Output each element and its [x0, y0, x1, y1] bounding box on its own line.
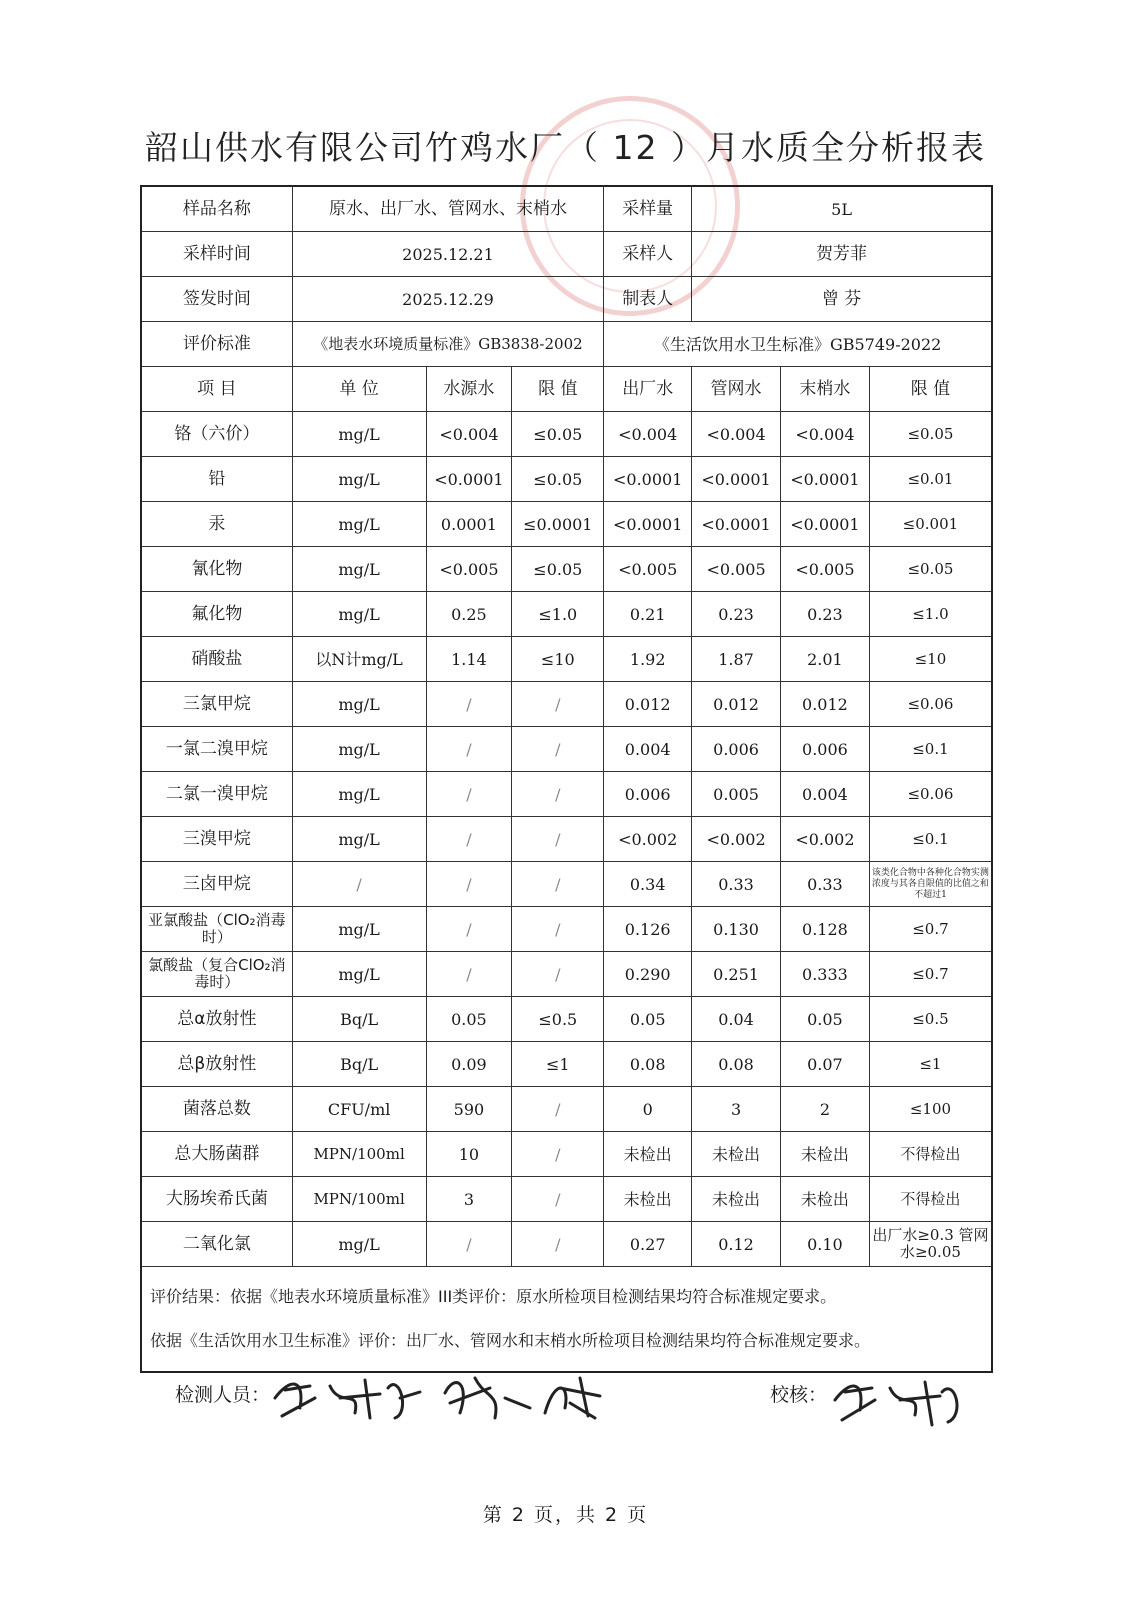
table-cell: ≤0.7 — [869, 907, 992, 952]
sample-time-label: 采样时间 — [141, 232, 292, 277]
table-row — [141, 412, 992, 457]
table-cell: <0.0001 — [426, 457, 512, 502]
table-cell: mg/L — [292, 457, 426, 502]
table-cell: 0.012 — [692, 682, 781, 727]
table-cell: ≤0.5 — [512, 997, 604, 1042]
table-cell: 0.130 — [692, 907, 781, 952]
table-cell: 0.333 — [780, 952, 869, 997]
conclusion-line-2: 依据《生活饮用水卫生标准》评价：出厂水、管网水和末梢水所检项目检测结果均符合标准规定要求。 — [150, 1331, 871, 1350]
column-header: 限 值 — [512, 367, 604, 412]
table-cell: <0.002 — [604, 817, 692, 862]
table-row — [141, 862, 992, 907]
table-cell: 0.09 — [426, 1042, 512, 1087]
table-cell: 0.08 — [604, 1042, 692, 1087]
sampler-value: 贺芳菲 — [692, 232, 992, 277]
table-cell: 0.07 — [780, 1042, 869, 1087]
table-cell: 1.92 — [604, 637, 692, 682]
water-quality-table — [140, 185, 993, 1373]
item-name: 总大肠菌群 — [141, 1132, 292, 1177]
table-cell: / — [512, 817, 604, 862]
column-header: 水源水 — [426, 367, 512, 412]
table-cell: / — [512, 907, 604, 952]
table-cell: <0.005 — [604, 547, 692, 592]
table-cell: 出厂水≥0.3 管网水≥0.05 — [869, 1222, 992, 1267]
table-row — [141, 1222, 992, 1267]
table-cell: ≤0.01 — [869, 457, 992, 502]
table-cell: <0.004 — [780, 412, 869, 457]
table-cell: / — [426, 817, 512, 862]
table-cell: 0.05 — [780, 997, 869, 1042]
conclusion-row — [141, 1267, 992, 1373]
table-cell: ≤0.06 — [869, 682, 992, 727]
table-cell: 590 — [426, 1087, 512, 1132]
table-cell: mg/L — [292, 727, 426, 772]
item-name: 大肠埃希氏菌 — [141, 1177, 292, 1222]
table-cell: 0.251 — [692, 952, 781, 997]
table-cell: ≤0.05 — [512, 547, 604, 592]
table-cell: ≤0.05 — [869, 412, 992, 457]
item-name: 铬（六价） — [141, 412, 292, 457]
table-cell: 未检出 — [780, 1132, 869, 1177]
table-cell: 0.21 — [604, 592, 692, 637]
standard-label: 评价标准 — [141, 322, 292, 367]
table-cell: <0.002 — [780, 817, 869, 862]
table-cell: ≤0.1 — [869, 727, 992, 772]
info-row-standard — [141, 322, 992, 367]
table-cell: ≤0.05 — [512, 412, 604, 457]
table-cell: 该类化合物中各种化合物实测浓度与其各自限值的比值之和不超过1 — [869, 862, 992, 907]
table-cell: ≤0.05 — [869, 547, 992, 592]
table-cell: / — [512, 682, 604, 727]
item-name: 汞 — [141, 502, 292, 547]
table-cell: 未检出 — [780, 1177, 869, 1222]
conclusion-line-1: 评价结果：依据《地表水环境质量标准》III类评价：原水所检项目检测结果均符合标准规定要求。 — [150, 1287, 837, 1306]
table-cell: <0.0001 — [780, 502, 869, 547]
table-cell: <0.004 — [692, 412, 781, 457]
table-cell: 3 — [692, 1087, 781, 1132]
item-name: 二氯一溴甲烷 — [141, 772, 292, 817]
item-name: 铅 — [141, 457, 292, 502]
table-cell: Bq/L — [292, 997, 426, 1042]
table-row — [141, 502, 992, 547]
table-cell: mg/L — [292, 907, 426, 952]
table-cell: 0.05 — [426, 997, 512, 1042]
info-row-issue — [141, 277, 992, 322]
sample-time-value: 2025.12.21 — [292, 232, 604, 277]
table-cell: <0.0001 — [604, 502, 692, 547]
column-header: 单 位 — [292, 367, 426, 412]
sample-volume-label: 采样量 — [604, 186, 692, 232]
table-cell: ≤10 — [869, 637, 992, 682]
standard-surface: 《地表水环境质量标准》GB3838-2002 — [292, 322, 604, 367]
table-cell: / — [426, 1222, 512, 1267]
table-cell: ≤0.1 — [869, 817, 992, 862]
table-cell: / — [512, 952, 604, 997]
sample-name-value: 原水、出厂水、管网水、末梢水 — [292, 186, 604, 232]
table-cell: 0.128 — [780, 907, 869, 952]
reviewer-label: 校核： — [770, 1384, 828, 1406]
table-cell: 0.012 — [780, 682, 869, 727]
table-cell: ≤10 — [512, 637, 604, 682]
table-cell: <0.0001 — [604, 457, 692, 502]
item-name: 二氧化氯 — [141, 1222, 292, 1267]
table-cell: / — [426, 862, 512, 907]
table-cell: 0.126 — [604, 907, 692, 952]
table-cell: 0.10 — [780, 1222, 869, 1267]
table-cell: / — [292, 862, 426, 907]
table-cell: 10 — [426, 1132, 512, 1177]
table-cell: 1.87 — [692, 637, 781, 682]
table-row — [141, 997, 992, 1042]
table-cell: 0.0001 — [426, 502, 512, 547]
table-cell: <0.002 — [692, 817, 781, 862]
sample-name-label: 样品名称 — [141, 186, 292, 232]
table-cell: ≤1.0 — [869, 592, 992, 637]
table-cell: 不得检出 — [869, 1177, 992, 1222]
table-cell: ≤1 — [869, 1042, 992, 1087]
table-cell: <0.005 — [780, 547, 869, 592]
table-cell: ≤1.0 — [512, 592, 604, 637]
table-row — [141, 1132, 992, 1177]
table-row — [141, 1042, 992, 1087]
table-row — [141, 592, 992, 637]
item-name: 一氯二溴甲烷 — [141, 727, 292, 772]
table-row — [141, 772, 992, 817]
table-cell: / — [512, 1177, 604, 1222]
table-cell: mg/L — [292, 817, 426, 862]
info-row-sample — [141, 186, 992, 232]
table-cell: / — [512, 727, 604, 772]
table-cell: ≤0.0001 — [512, 502, 604, 547]
table-cell: 0.25 — [426, 592, 512, 637]
table-row — [141, 457, 992, 502]
table-cell: 未检出 — [604, 1132, 692, 1177]
table-cell: 未检出 — [692, 1177, 781, 1222]
table-cell: ≤0.05 — [512, 457, 604, 502]
table-cell: ≤1 — [512, 1042, 604, 1087]
table-cell: 3 — [426, 1177, 512, 1222]
column-header: 末梢水 — [780, 367, 869, 412]
table-cell: 2 — [780, 1087, 869, 1132]
reviewer-signature — [830, 1370, 970, 1432]
table-cell: 0.006 — [604, 772, 692, 817]
table-row — [141, 1177, 992, 1222]
column-header-row — [141, 367, 992, 412]
column-header: 限 值 — [869, 367, 992, 412]
table-cell: 0.290 — [604, 952, 692, 997]
table-cell: <0.0001 — [692, 502, 781, 547]
table-cell: 0.34 — [604, 862, 692, 907]
table-cell: <0.0001 — [692, 457, 781, 502]
item-name: 三氯甲烷 — [141, 682, 292, 727]
page-footer: 第 2 页，共 2 页 — [482, 1504, 649, 1526]
item-name: 三卤甲烷 — [141, 862, 292, 907]
table-cell: 0 — [604, 1087, 692, 1132]
table-cell: 未检出 — [692, 1132, 781, 1177]
table-cell: 以N计mg/L — [292, 637, 426, 682]
table-cell: Bq/L — [292, 1042, 426, 1087]
table-cell: <0.0001 — [780, 457, 869, 502]
table-cell: MPN/100ml — [292, 1177, 426, 1222]
table-cell: mg/L — [292, 952, 426, 997]
sampler-label: 采样人 — [604, 232, 692, 277]
table-cell: 0.27 — [604, 1222, 692, 1267]
table-cell: mg/L — [292, 502, 426, 547]
table-cell: 2.01 — [780, 637, 869, 682]
item-name: 亚氯酸盐（ClO₂消毒时） — [141, 907, 292, 952]
table-cell: 0.12 — [692, 1222, 781, 1267]
table-cell: 0.23 — [780, 592, 869, 637]
table-cell: MPN/100ml — [292, 1132, 426, 1177]
table-cell: ≤0.5 — [869, 997, 992, 1042]
table-cell: / — [512, 1132, 604, 1177]
column-header: 项 目 — [141, 367, 292, 412]
table-cell: <0.004 — [604, 412, 692, 457]
table-cell: <0.005 — [692, 547, 781, 592]
column-header: 出厂水 — [604, 367, 692, 412]
item-name: 总β放射性 — [141, 1042, 292, 1087]
preparer-label: 制表人 — [604, 277, 692, 322]
item-name: 菌落总数 — [141, 1087, 292, 1132]
table-cell: / — [512, 1222, 604, 1267]
table-cell: 0.08 — [692, 1042, 781, 1087]
item-name: 硝酸盐 — [141, 637, 292, 682]
table-row — [141, 727, 992, 772]
table-row — [141, 547, 992, 592]
table-cell: <0.004 — [426, 412, 512, 457]
table-row — [141, 637, 992, 682]
table-cell: / — [426, 727, 512, 772]
item-name: 氯酸盐（复合ClO₂消毒时） — [141, 952, 292, 997]
inspector-signature — [270, 1368, 610, 1428]
table-cell: 0.006 — [692, 727, 781, 772]
table-cell: mg/L — [292, 772, 426, 817]
table-cell: / — [512, 862, 604, 907]
table-cell: ≤0.001 — [869, 502, 992, 547]
item-name: 总α放射性 — [141, 997, 292, 1042]
issue-time-label: 签发时间 — [141, 277, 292, 322]
preparer-value: 曾 芬 — [692, 277, 992, 322]
table-cell: / — [426, 952, 512, 997]
standard-drinking: 《生活饮用水卫生标准》GB5749-2022 — [604, 322, 992, 367]
table-cell: CFU/ml — [292, 1087, 426, 1132]
table-cell: 0.004 — [604, 727, 692, 772]
item-name: 氰化物 — [141, 547, 292, 592]
table-cell: <0.005 — [426, 547, 512, 592]
table-cell: 1.14 — [426, 637, 512, 682]
table-cell: ≤0.06 — [869, 772, 992, 817]
table-cell: / — [426, 682, 512, 727]
table-cell: 0.04 — [692, 997, 781, 1042]
table-cell: 不得检出 — [869, 1132, 992, 1177]
table-cell: mg/L — [292, 682, 426, 727]
table-cell: 0.012 — [604, 682, 692, 727]
table-cell: ≤100 — [869, 1087, 992, 1132]
table-cell: mg/L — [292, 1222, 426, 1267]
item-name: 三溴甲烷 — [141, 817, 292, 862]
table-cell: mg/L — [292, 592, 426, 637]
table-cell: / — [426, 772, 512, 817]
table-cell: 0.23 — [692, 592, 781, 637]
table-cell: mg/L — [292, 412, 426, 457]
table-row — [141, 1087, 992, 1132]
table-row — [141, 907, 992, 952]
info-row-time — [141, 232, 992, 277]
item-name: 氟化物 — [141, 592, 292, 637]
table-cell: / — [512, 1087, 604, 1132]
table-row — [141, 952, 992, 997]
inspector-label: 检测人员： — [175, 1384, 271, 1406]
table-row — [141, 817, 992, 862]
table-cell: 0.006 — [780, 727, 869, 772]
table-cell: 0.05 — [604, 997, 692, 1042]
table-cell: mg/L — [292, 547, 426, 592]
table-cell: / — [512, 772, 604, 817]
table-cell: 0.33 — [692, 862, 781, 907]
table-cell: 0.005 — [692, 772, 781, 817]
column-header: 管网水 — [692, 367, 781, 412]
page-title: 韶山供水有限公司竹鸡水厂（ 12 ）月水质全分析报表 — [145, 128, 986, 167]
table-cell: 0.33 — [780, 862, 869, 907]
table-cell: 0.004 — [780, 772, 869, 817]
conclusion-cell — [141, 1267, 992, 1373]
sample-volume-value: 5L — [692, 186, 992, 232]
table-row — [141, 682, 992, 727]
table-cell: 未检出 — [604, 1177, 692, 1222]
issue-time-value: 2025.12.29 — [292, 277, 604, 322]
table-cell: ≤0.7 — [869, 952, 992, 997]
table-cell: / — [426, 907, 512, 952]
